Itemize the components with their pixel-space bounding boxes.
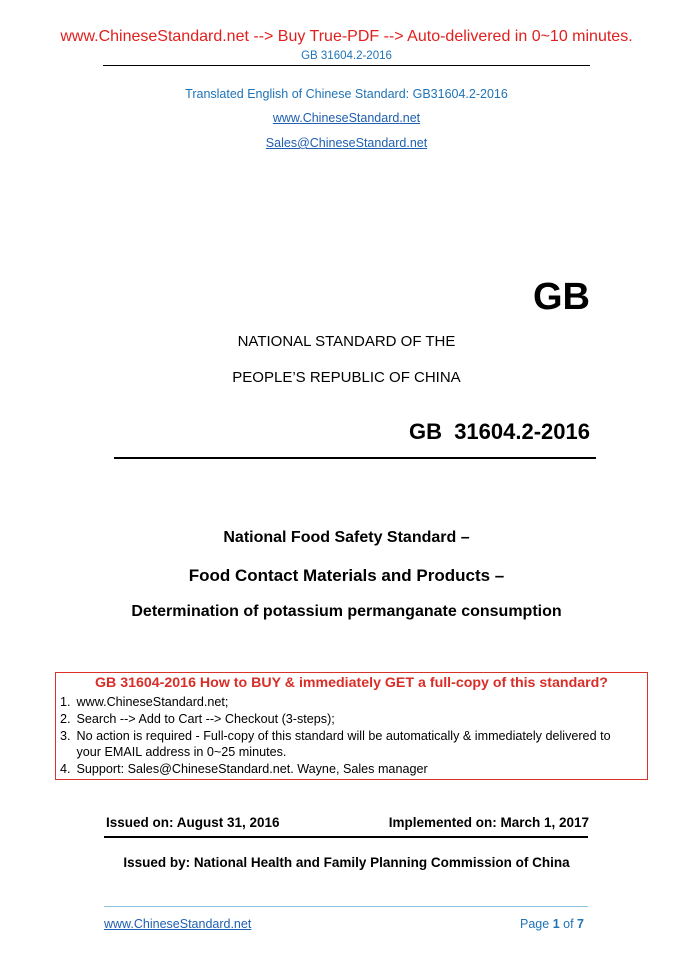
page-indicator (470, 917, 584, 931)
purchase-info-box (55, 672, 648, 780)
step-text: Search --> Add to Cart --> Checkout (3-steps); (76, 712, 335, 726)
implemented-date: Implemented on: March 1, 2017 (388, 815, 589, 830)
step-number: 1. (60, 695, 71, 709)
national-standard-line2: PEOPLE’S REPUBLIC OF CHINA (232, 369, 461, 386)
national-standard-line1: NATIONAL STANDARD OF THE (237, 333, 456, 350)
gb-logo: GB (533, 276, 590, 318)
issued-date: Issued on: August 31, 2016 (106, 815, 280, 830)
banner-divider (103, 65, 590, 66)
title-line3: Determination of potassium permanganate consumption (131, 603, 562, 620)
purchase-step (60, 712, 335, 726)
step-number: 2. (60, 712, 71, 726)
purchase-step (60, 729, 611, 743)
translated-note: Translated English of Chinese Standard: GB31604.2-2016 (185, 87, 508, 101)
page-of: of (563, 917, 574, 931)
footer-divider (104, 906, 588, 907)
title-line2: Food Contact Materials and Products – (188, 566, 505, 585)
page-total: 7 (577, 917, 584, 931)
step-text: www.ChineseStandard.net; (76, 695, 229, 709)
page-label: Page (520, 917, 550, 931)
purchase-step (60, 695, 228, 709)
website-link[interactable]: www.ChineseStandard.net (272, 111, 421, 125)
step-number: 3. (60, 729, 71, 743)
standard-divider (114, 457, 596, 459)
purchase-info-title: GB 31604-2016 How to BUY & immediately GET a full-copy of this standard? (95, 675, 608, 691)
banner-headline[interactable]: www.ChineseStandard.net --> Buy True-PDF --> Auto-delivered in 0~10 minutes. (60, 28, 633, 45)
footer-website-link[interactable]: www.ChineseStandard.net (104, 917, 252, 931)
standard-number: GB 31604.2-2016 (408, 419, 590, 444)
title-line1: National Food Safety Standard – (223, 529, 470, 546)
step-number: 4. (60, 762, 71, 776)
banner-subtitle: GB 31604.2-2016 (301, 50, 392, 62)
step-text: Support: Sales@ChineseStandard.net. Wayne, Sales manager (76, 762, 428, 776)
purchase-step-continued (60, 745, 286, 759)
purchase-step (60, 762, 428, 776)
issued-by: Issued by: National Health and Family Planning Commission of China (123, 855, 570, 870)
email-link[interactable]: Sales@ChineseStandard.net (265, 136, 428, 150)
dates-divider (104, 836, 588, 838)
step-text: No action is required - Full-copy of this standard will be automatically & immediately delivered to (76, 729, 611, 743)
step-text: your EMAIL address in 0~25 minutes. (76, 745, 287, 759)
page-current: 1 (552, 917, 560, 931)
